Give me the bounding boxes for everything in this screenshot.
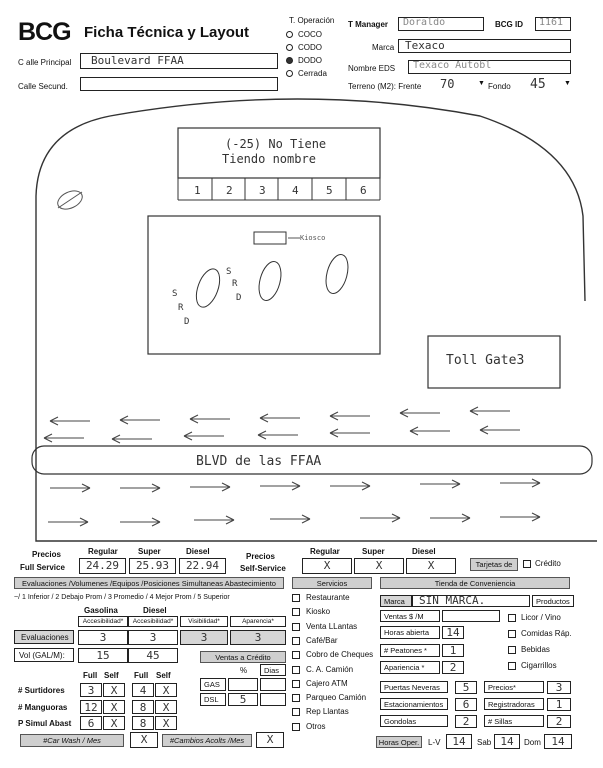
- calle-principal-value: Boulevard FFAA: [91, 54, 184, 67]
- registradoras-label-box: Registradoras: [484, 698, 544, 710]
- pump-letter: S: [172, 289, 178, 299]
- marca-label: Marca: [372, 43, 395, 52]
- sab-value[interactable]: 14: [494, 734, 520, 749]
- producto-label: Comidas Ráp.: [521, 629, 572, 638]
- apariencia-value[interactable]: 3: [230, 630, 286, 645]
- servicio-label: Rep Llantas: [306, 707, 349, 717]
- traffic-arrows-eastbound: [48, 479, 540, 526]
- cambios-label: #Cambios Acolts /Mes: [162, 734, 252, 747]
- fondo-label: Fondo: [488, 82, 511, 91]
- car-wash-label: #Car Wash / Mes: [20, 734, 124, 747]
- servicio-label: Cajero ATM: [306, 678, 348, 688]
- bcg-id-label: BCG ID: [495, 20, 523, 29]
- servicio-checkbox[interactable]: [292, 708, 300, 716]
- island-number: 1: [194, 184, 201, 197]
- kiosk-label: Kiosco: [300, 234, 326, 242]
- visibilidad-header: Visibilidad*: [180, 616, 228, 627]
- servicio-checkbox[interactable]: [292, 723, 300, 731]
- vol-gasolina[interactable]: 15: [78, 648, 128, 663]
- surt-gas-self[interactable]: X: [103, 683, 125, 697]
- gas-row-label: GAS: [200, 678, 226, 691]
- dsl-credito-dias[interactable]: [260, 693, 286, 706]
- producto-label: Licor / Vino: [521, 613, 561, 622]
- peatones-value[interactable]: 1: [442, 644, 464, 657]
- store-note-1: (-25) No Tiene: [225, 137, 327, 151]
- vol-row-label: Vol (GAL/M):: [14, 648, 74, 662]
- servicio-label: Restaurante: [306, 593, 350, 602]
- lv-label: L-V: [428, 738, 441, 747]
- servicio-label: Parqueo Camión: [306, 693, 367, 703]
- operacion-option-dodo: DODO: [298, 56, 322, 65]
- horas-label-box: Horas abierta: [380, 626, 440, 639]
- servicio-label: Café/Bar: [306, 635, 338, 645]
- producto-label: Cigarrillos: [521, 661, 557, 670]
- calle-principal-label: C alle Principal: [18, 58, 72, 67]
- precios-tienda-label-box: Precios*: [484, 681, 544, 693]
- store-note-2: Tiendo nombre: [222, 152, 316, 166]
- marca-value: Texaco: [405, 39, 445, 52]
- evaluaciones-row-label: Evaluaciones: [14, 630, 74, 644]
- island-number: 5: [326, 184, 333, 197]
- mang-gas-self[interactable]: X: [103, 700, 125, 714]
- apariencia-tienda-label-box: Apariencia *: [380, 661, 440, 674]
- gas-credito-pct[interactable]: [228, 678, 258, 691]
- servicio-label: Otros: [306, 721, 326, 731]
- tienda-header: Tienda de Conveniencia: [380, 577, 570, 589]
- dom-value[interactable]: 14: [544, 734, 572, 749]
- calle-principal-field[interactable]: [80, 53, 278, 69]
- self-super-header: Super: [362, 547, 385, 556]
- vol-diesel[interactable]: 45: [128, 648, 178, 663]
- island-number: 2: [226, 184, 233, 197]
- servicio-checkbox[interactable]: [292, 680, 300, 688]
- dsl-credito-pct[interactable]: 5: [228, 693, 258, 706]
- kiosk: [254, 232, 286, 244]
- producto-checkbox[interactable]: [508, 662, 516, 670]
- sab-label: Sab: [477, 738, 492, 747]
- nombre-eds-field[interactable]: [408, 60, 571, 74]
- nombre-eds-label: Nombre EDS: [348, 64, 396, 73]
- tienda-marca-value: SIN MARCA.: [419, 594, 486, 607]
- visibilidad-value[interactable]: 3: [180, 630, 228, 645]
- full-header: Full: [83, 671, 98, 680]
- lot-outline: [36, 99, 597, 541]
- servicios-header: Servicios: [292, 577, 372, 589]
- frente-value[interactable]: 70: [440, 77, 455, 91]
- precios-tienda-value[interactable]: 3: [547, 681, 571, 694]
- logo: BCG: [18, 18, 71, 46]
- sillas-value[interactable]: 2: [547, 715, 571, 728]
- producto-label: Bebidas: [521, 645, 550, 654]
- simul-dsl-self[interactable]: X: [155, 716, 177, 730]
- scale-legend: ~/ 1 Inferior / 2 Debajo Prom / 3 Promedio / 4 Mejor Prom / 5 Superior: [14, 594, 230, 601]
- simul-label: P Simul Abast: [18, 719, 72, 728]
- bcg-id-value: 1161: [539, 17, 564, 28]
- servicio-checkbox[interactable]: [292, 608, 300, 616]
- bcg-id-field[interactable]: [535, 17, 571, 31]
- servicio-checkbox[interactable]: [292, 694, 300, 702]
- ventas-credito-header: Ventas a Crédito: [200, 651, 286, 663]
- puertas-value[interactable]: 5: [455, 681, 477, 694]
- mang-gas-full[interactable]: 12: [80, 700, 102, 714]
- apariencia-tienda-value[interactable]: 2: [442, 661, 464, 674]
- island-number: 4: [292, 184, 299, 197]
- self-regular-price[interactable]: X: [302, 558, 352, 574]
- car-wash-value[interactable]: X: [130, 732, 158, 748]
- form-title: Ficha Técnica y Layout: [84, 24, 250, 41]
- t-manager-label: T Manager: [348, 20, 389, 29]
- mang-dsl-self[interactable]: X: [155, 700, 177, 714]
- servicio-checkbox[interactable]: [292, 651, 300, 659]
- servicio-label: Venta LLantas: [306, 621, 358, 631]
- servicio-checkbox[interactable]: [292, 666, 300, 674]
- puertas-label-box: Puertas Neveras: [380, 681, 448, 693]
- cambios-value[interactable]: X: [256, 732, 284, 748]
- pump-island: [192, 252, 352, 310]
- self-regular-header: Regular: [310, 547, 340, 556]
- marca-field[interactable]: [398, 39, 571, 53]
- operacion-option-cerrada: Cerrada: [298, 69, 327, 78]
- self-diesel-header: Diesel: [412, 547, 436, 556]
- eval-gasolina[interactable]: 3: [78, 630, 128, 645]
- t-manager-field[interactable]: [398, 17, 484, 31]
- pump-letter: D: [236, 293, 242, 303]
- self-header: Self: [104, 671, 119, 680]
- gas-credito-dias[interactable]: [260, 678, 286, 691]
- dom-label: Dom: [524, 738, 541, 747]
- calle-secund-field[interactable]: [80, 77, 278, 91]
- operacion-option-codo: CODO: [298, 43, 322, 52]
- regular-header: Regular: [88, 547, 118, 556]
- tarjetas-label: Tarjetas de: [470, 558, 518, 571]
- radio-codo[interactable]: [286, 44, 293, 51]
- estacionamientos-value[interactable]: 6: [455, 698, 477, 711]
- radio-coco[interactable]: [286, 31, 293, 38]
- full-regular-price[interactable]: 24.29: [79, 558, 126, 574]
- terreno-label: Terreno (M2): Frente: [348, 82, 422, 91]
- dias-header-box: Dias: [260, 664, 286, 676]
- calle-secund-label: Calle Secund.: [18, 82, 68, 91]
- horas-oper-label: Horas Oper.: [376, 736, 422, 748]
- pump-letter: S: [226, 267, 232, 277]
- pct-header: %: [240, 666, 248, 675]
- servicio-checkbox[interactable]: [292, 637, 300, 645]
- servicio-checkbox[interactable]: [292, 594, 300, 602]
- island-number: 6: [360, 184, 367, 197]
- accesibilidad-diesel-header: Accesibilidad*: [128, 616, 178, 627]
- canopy: [148, 216, 380, 354]
- ventas-value[interactable]: [442, 610, 500, 622]
- producto-checkbox[interactable]: [508, 614, 516, 622]
- full-super-price[interactable]: 25.93: [129, 558, 176, 574]
- servicio-checkbox[interactable]: [292, 623, 300, 631]
- dsl-row-label: DSL: [200, 693, 226, 706]
- registradoras-value[interactable]: 1: [547, 698, 571, 711]
- apariencia-header: Aparencia*: [230, 616, 286, 627]
- operacion-option-coco: COCO: [298, 30, 322, 39]
- pump-letter: R: [178, 303, 184, 313]
- productos-header: Productos: [532, 595, 574, 607]
- road-label: BLVD de las FFAA: [196, 454, 322, 469]
- surt-dsl-self[interactable]: X: [155, 683, 177, 697]
- traffic-arrows-westbound: [44, 407, 520, 443]
- servicio-label: C. A. Camión: [306, 664, 354, 674]
- tienda-marca-field[interactable]: [412, 595, 530, 607]
- full-service-label: Full Service: [20, 563, 65, 572]
- producto-checkbox[interactable]: [508, 630, 516, 638]
- peatones-label-box: # Peatones *: [380, 644, 440, 657]
- lv-value[interactable]: 14: [446, 734, 472, 749]
- gasolina-label: Gasolina: [84, 606, 118, 615]
- diesel-label: Diesel: [143, 606, 167, 615]
- fondo-value[interactable]: 45: [530, 77, 546, 92]
- simul-gas-self[interactable]: X: [103, 716, 125, 730]
- servicio-label: Kiosko: [306, 607, 331, 617]
- credito-checkbox[interactable]: [523, 560, 531, 568]
- self-super-price[interactable]: X: [354, 558, 404, 574]
- accesibilidad-gasolina-header: Accesibilidad*: [78, 616, 128, 627]
- full-diesel-price[interactable]: 22.94: [179, 558, 226, 574]
- simul-dsl-full[interactable]: 8: [132, 716, 154, 730]
- mang-dsl-full[interactable]: 8: [132, 700, 154, 714]
- gondolas-label-box: Gondolas: [380, 715, 448, 727]
- island-number: 3: [259, 184, 266, 197]
- frente-dropdown-icon[interactable]: ▼: [478, 80, 485, 87]
- simul-gas-full[interactable]: 6: [80, 716, 102, 730]
- radio-cerrada[interactable]: [286, 70, 293, 77]
- layout-sketch: [0, 96, 603, 546]
- credito-label: Crédito: [535, 559, 561, 568]
- t-operacion-label: T. Operación: [289, 16, 335, 25]
- nombre-eds-value: Texaco Autobl: [413, 60, 492, 71]
- surt-gas-full[interactable]: 3: [80, 683, 102, 697]
- estacionamientos-label-box: Estacionamientos: [380, 698, 448, 710]
- horas-value[interactable]: 14: [442, 626, 464, 639]
- sillas-label-box: # Sillas: [484, 715, 544, 727]
- tienda-marca-label-box: Marca: [380, 595, 412, 607]
- fondo-dropdown-icon[interactable]: ▼: [564, 80, 571, 87]
- gondolas-value[interactable]: 2: [455, 715, 477, 728]
- eval-diesel[interactable]: 3: [128, 630, 178, 645]
- diesel-header: Diesel: [186, 547, 210, 556]
- super-header: Super: [138, 547, 161, 556]
- producto-checkbox[interactable]: [508, 646, 516, 654]
- tollgate-label: Toll Gate3: [446, 353, 525, 368]
- precios-label-2: Precios: [246, 552, 275, 561]
- self-header-dsl: Self: [156, 671, 171, 680]
- self-diesel-price[interactable]: X: [406, 558, 456, 574]
- ventas-label-box: Ventas $ /M: [380, 610, 440, 622]
- servicio-label: Cobro de Cheques: [306, 650, 374, 660]
- surtidores-label: # Surtidores: [18, 686, 65, 695]
- mangueras-label: # Manguoras: [18, 703, 68, 712]
- pump-letter: R: [232, 279, 238, 289]
- full-header-dsl: Full: [134, 671, 149, 680]
- t-manager-value: Doraldo: [403, 17, 446, 28]
- surt-dsl-full[interactable]: 4: [132, 683, 154, 697]
- radio-dodo[interactable]: [286, 57, 293, 64]
- evaluaciones-section-header: Evaluaciones /Volumenes /Equipos /Posiciones Simultaneas Abastecimiento: [14, 577, 284, 589]
- self-service-label: Self-Service: [240, 564, 286, 573]
- precios-label: Precios: [32, 550, 61, 559]
- pump-letter: D: [184, 317, 190, 327]
